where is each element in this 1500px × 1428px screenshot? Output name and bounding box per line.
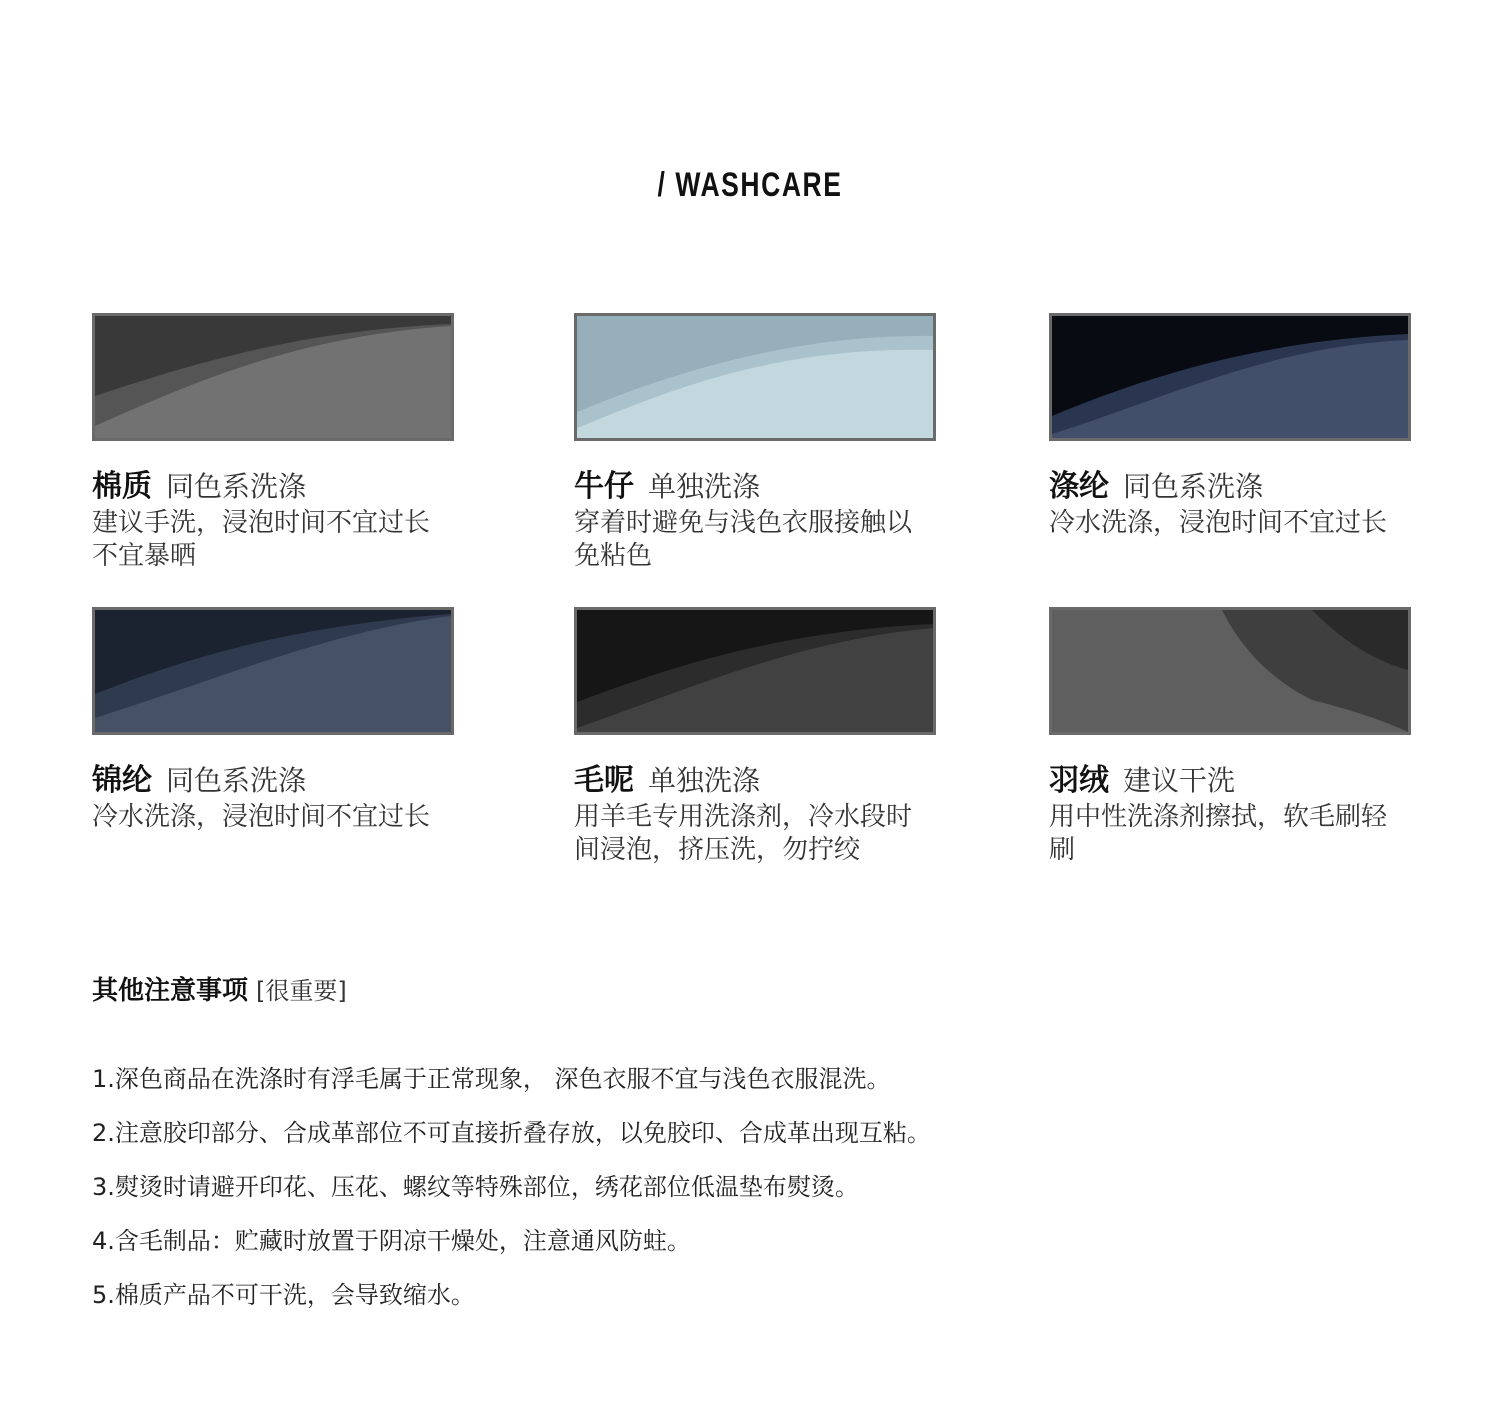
list-item: 3.熨烫时请避开印花、压花、螺纹等特殊部位，绣花部位低温垫布熨烫。: [92, 1173, 859, 1201]
fabric-care-summary: 同色系洗涤: [1123, 470, 1264, 503]
fabric-name: 毛呢: [574, 763, 634, 798]
fabric-name: 羽绒: [1049, 763, 1109, 798]
fabric-care-summary: 建议干洗: [1123, 764, 1236, 797]
list-item: 1.深色商品在洗涤时有浮毛属于正常现象， 深色衣服不宜与浅色衣服混洗。: [92, 1065, 891, 1093]
fabric-care-summary: 单独洗涤: [648, 470, 761, 503]
fabric-care-summary: 同色系洗涤: [166, 764, 307, 797]
list-item: 4.含毛制品：贮藏时放置于阴凉干燥处，注意通风防蛀。: [92, 1227, 691, 1255]
list-item: 2.注意胶印部分、合成革部位不可直接折叠存放，以免胶印、合成革出现互粘。: [92, 1119, 931, 1147]
fabric-swatch-image: [574, 607, 936, 735]
fabric-care-description: 冷水洗涤，浸泡时间不宜过长: [92, 802, 431, 832]
fabric-name: 锦纶: [92, 763, 152, 798]
fabric-name: 棉质: [92, 469, 152, 504]
fabric-care-summary: 单独洗涤: [648, 764, 761, 797]
fabric-swatch-image: [92, 313, 454, 441]
fabric-name: 牛仔: [574, 469, 634, 504]
fabric-card-cotton: [92, 313, 454, 573]
list-item: 5.棉质产品不可干洗，会导致缩水。: [92, 1281, 475, 1309]
fabric-care-description: 建议手洗，浸泡时间不宜过长不宜暴晒: [92, 508, 431, 571]
fabric-care-description: 穿着时避免与浅色衣服接触以免粘色: [574, 508, 913, 571]
care-notes: [92, 970, 1392, 1322]
section-title: / WASHCARE: [657, 166, 843, 204]
fabric-card-down: [1049, 607, 1411, 867]
fabric-care-summary: 同色系洗涤: [166, 470, 307, 503]
notes-title: 其他注意事项: [92, 976, 249, 1006]
fabric-swatch-image: [574, 313, 936, 441]
fabric-name: 涤纶: [1049, 469, 1109, 504]
fabric-swatch-image: [92, 607, 454, 735]
fabric-swatch-image: [1049, 607, 1411, 735]
fabric-card-wool: [574, 607, 936, 867]
fabric-card-nylon: [92, 607, 454, 834]
notes-importance-tag: [很重要]: [256, 977, 347, 1005]
notes-list: [92, 1052, 1392, 1322]
fabric-care-description: 冷水洗涤，浸泡时间不宜过长: [1049, 508, 1388, 538]
fabric-care-description: 用中性洗涤剂擦拭，软毛刷轻刷: [1049, 802, 1388, 865]
fabric-care-description: 用羊毛专用洗涤剂，冷水段时间浸泡，挤压洗，勿拧绞: [574, 802, 913, 865]
fabric-swatch-image: [1049, 313, 1411, 441]
fabric-card-denim: [574, 313, 936, 573]
fabric-card-polyester: [1049, 313, 1411, 540]
